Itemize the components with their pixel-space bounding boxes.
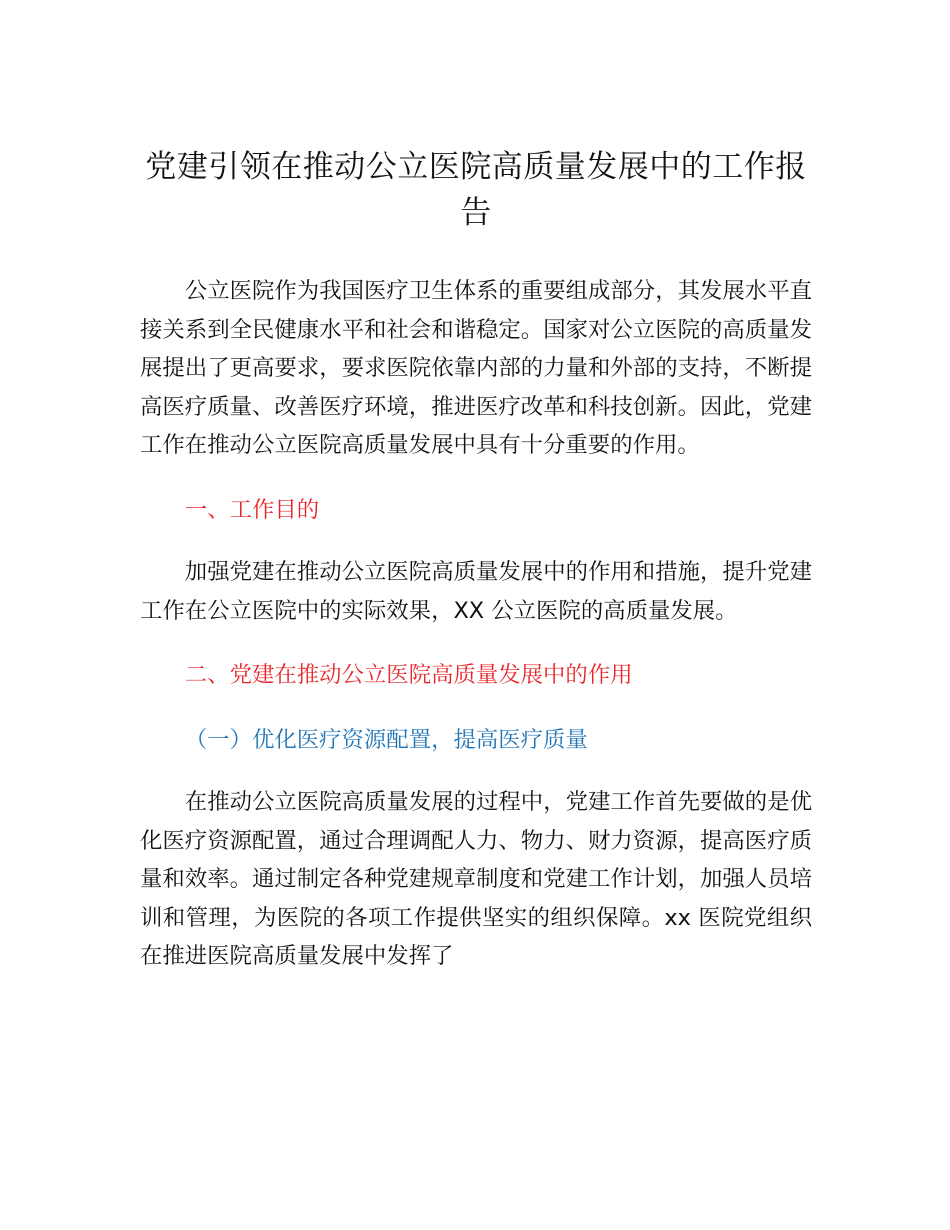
section-heading-party-role: 二、党建在推动公立医院高质量发展中的作用 bbox=[184, 662, 633, 688]
section-heading-work-purpose: 一、工作目的 bbox=[184, 496, 320, 523]
intro-paragraph: 公立医院作为我国医疗卫生体系的重要组成部分，其发展水平直接关系到全民健康水平和社会和谐稳定。国家对公立医院的高质量发展提出了更高要求，要求医院依靠内部的力量和外部的支持，不断提高医疗质量、改善医疗环境，推进医疗改革和科技创新。因此，党建工作在推动公立医院高质量发展中具有十分重要的作用。 bbox=[140, 278, 812, 458]
work-purpose-paragraph: 加强党建在推动公立医院高质量发展中的作用和措施，提升党建工作在公立医院中的实际效果，XX 公立医院的高质量发展。 bbox=[140, 559, 812, 624]
subsection-heading-optimize-resources: （一）优化医疗资源配置，提高医疗质量 bbox=[184, 726, 588, 753]
document-body bbox=[140, 144, 812, 976]
document-title: 党建引领在推动公立医院高质量发展中的工作报告 bbox=[145, 149, 807, 231]
optimize-resources-paragraph: 在推动公立医院高质量发展的过程中，党建工作首先要做的是优化医疗资源配置，通过合理调配人力、物力、财力资源，提高医疗质量和效率。通过制定各种党建规章制度和党建工作计划，加强人员培训和管理，为医院的各项工作提供坚实的组织保障。xx 医院党组织在推进医院高质量发展中发挥了 bbox=[140, 789, 812, 969]
